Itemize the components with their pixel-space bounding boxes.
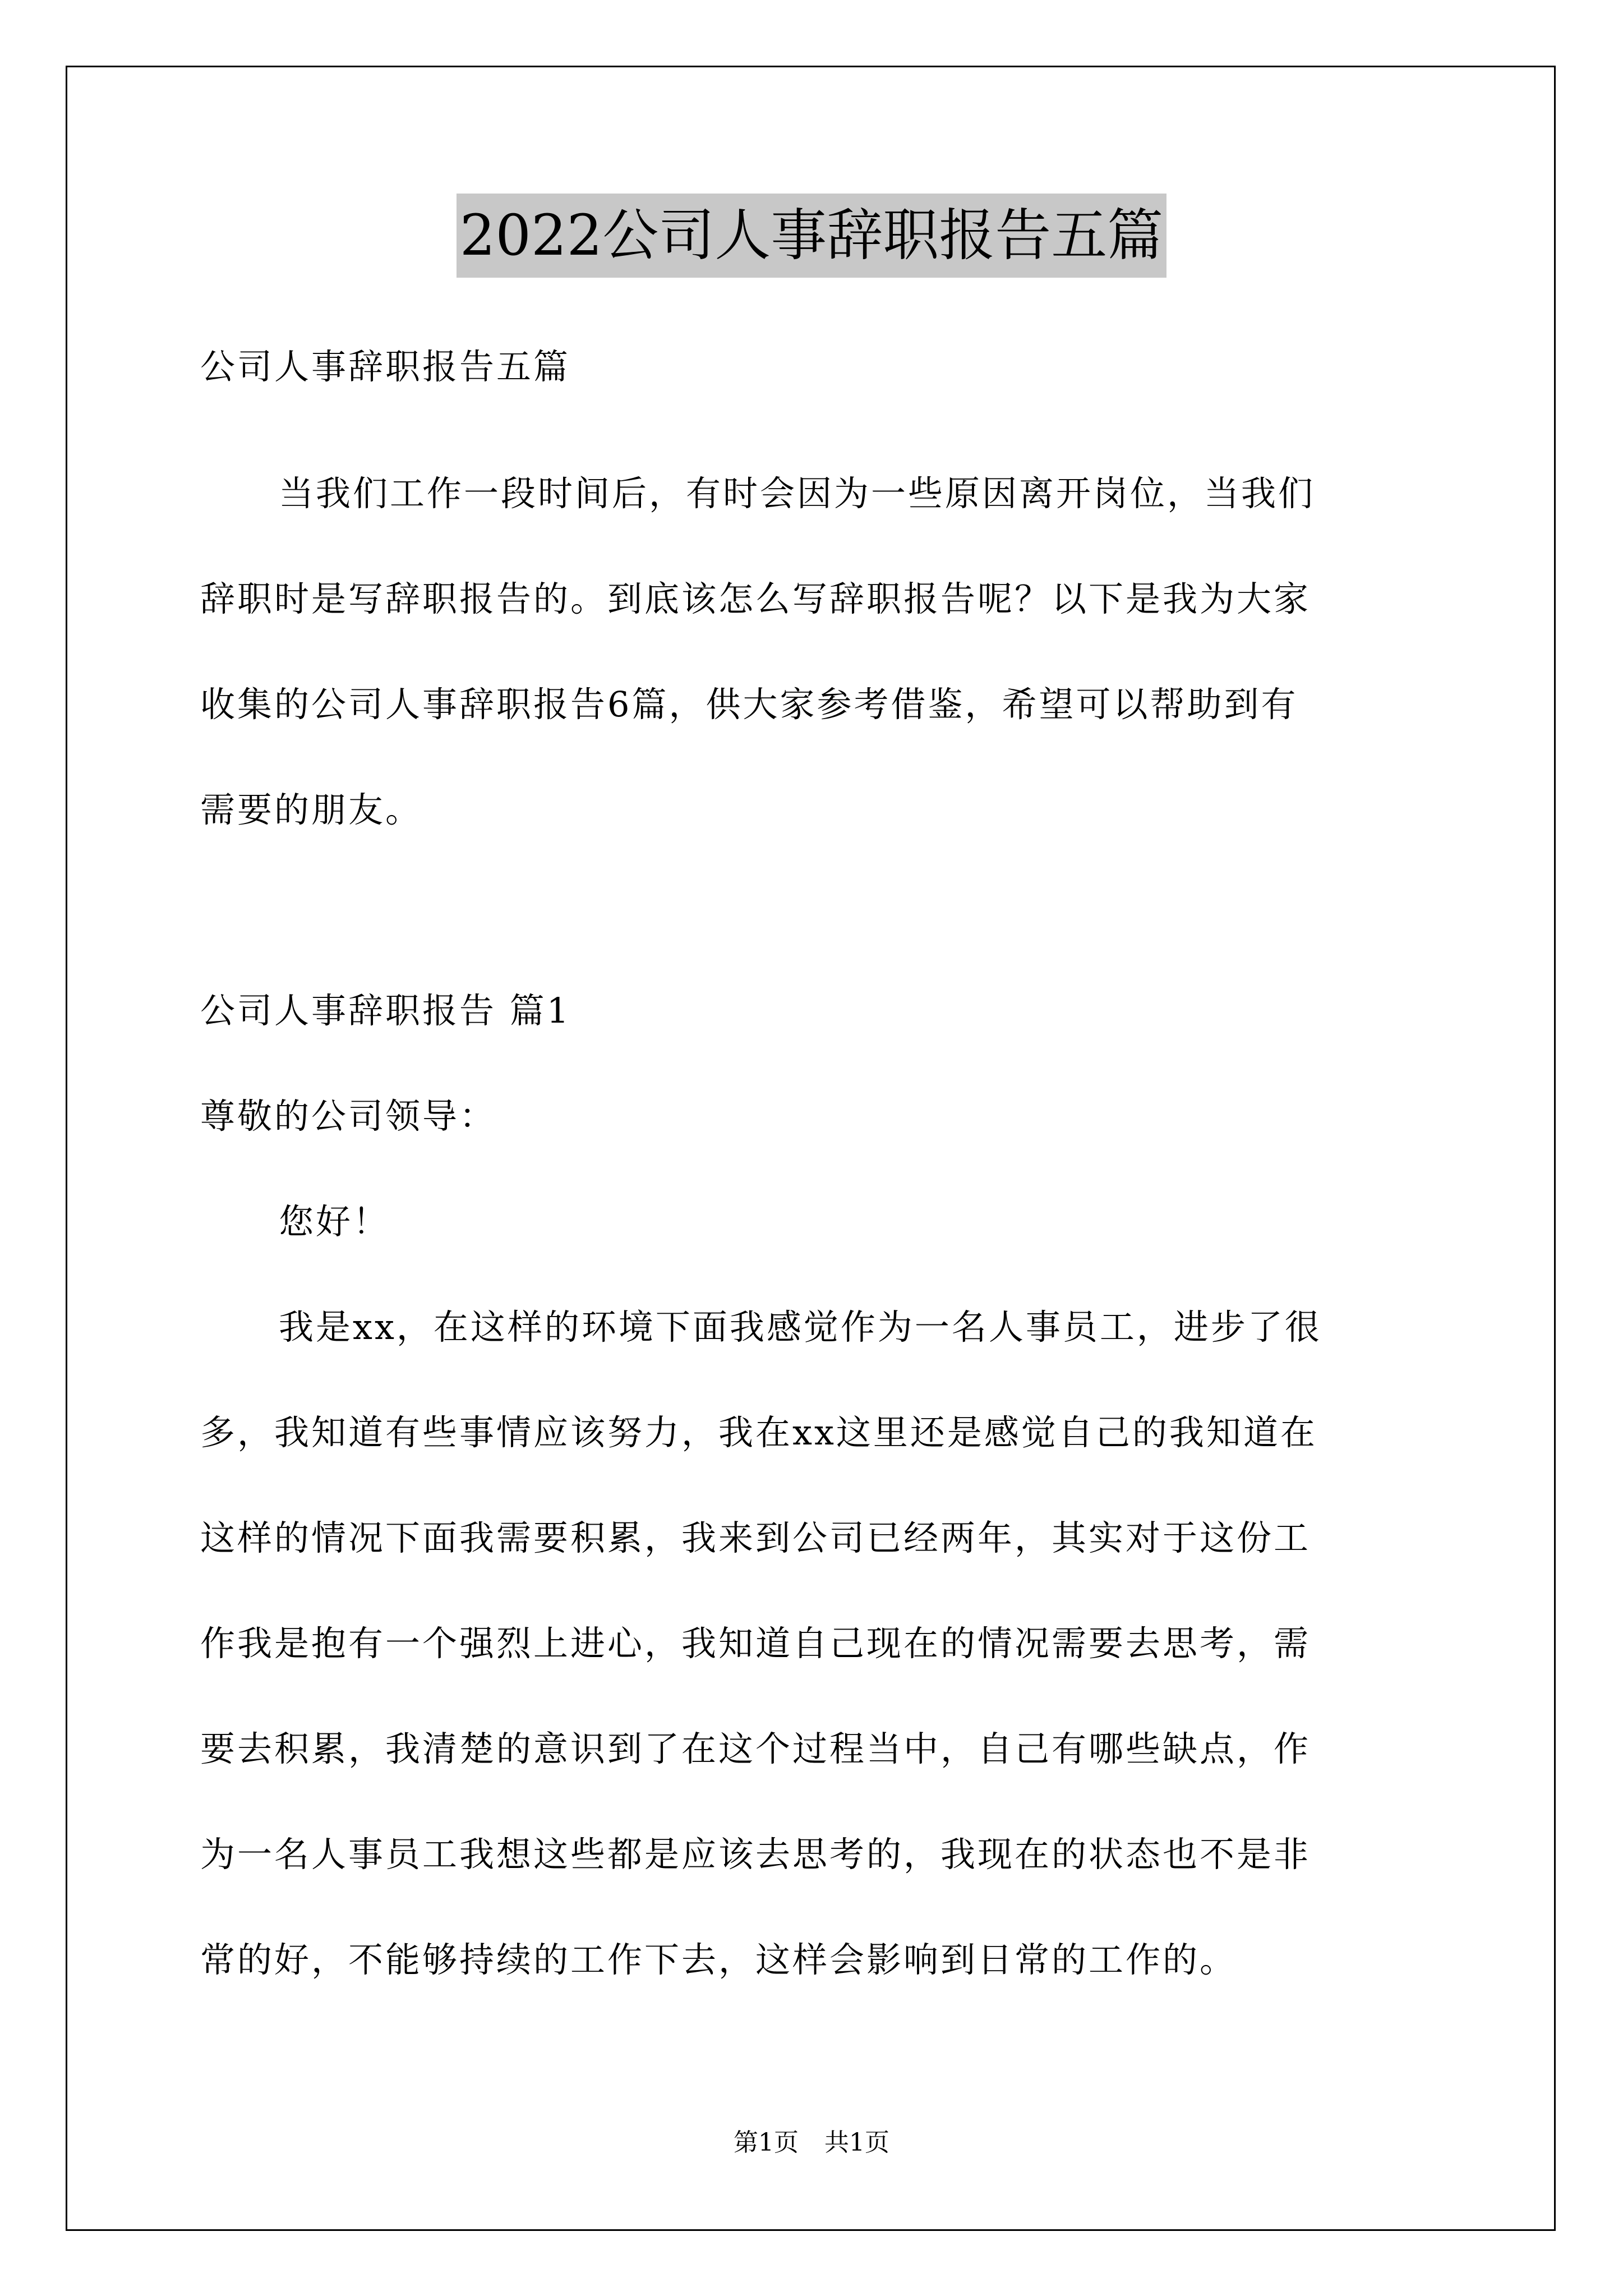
body-line-7: 常的好，不能够持续的工作下去，这样会影响到日常的工作的。 [200, 1939, 1237, 1980]
intro-line-3: 收集的公司人事辞职报告6篇，供大家参考借鉴，希望可以帮助到有 [200, 684, 1298, 725]
document-title [0, 194, 1623, 278]
page-total: 共1页 [824, 2128, 889, 2157]
document-content [200, 314, 1434, 2013]
document-subtitle: 公司人事辞职报告五篇 [200, 346, 571, 387]
section-heading: 公司人事辞职报告 篇1 [200, 990, 571, 1031]
page-number: 第1页 [734, 2128, 799, 2157]
intro-line-2: 辞职时是写辞职报告的。到底该怎么写辞职报告呢？以下是我为大家 [200, 578, 1311, 619]
document-title-text: 2022公司人事辞职报告五篇 [457, 194, 1167, 278]
body-line-1: 我是xx，在这样的环境下面我感觉作为一名人事员工，进步了很 [279, 1306, 1322, 1347]
greeting: 您好！ [279, 1201, 390, 1242]
intro-line-1: 当我们工作一段时间后，有时会因为一些原因离开岗位，当我们 [279, 473, 1316, 514]
body-line-2: 多，我知道有些事情应该努力，我在xx这里还是感觉自己的我知道在 [200, 1412, 1317, 1453]
body-line-3: 这样的情况下面我需要积累，我来到公司已经两年，其实对于这份工 [200, 1517, 1311, 1558]
salutation: 尊敬的公司领导： [200, 1096, 497, 1137]
page-footer [0, 2126, 1623, 2160]
body-line-4: 作我是抱有一个强烈上进心，我知道自己现在的情况需要去思考，需 [200, 1623, 1311, 1664]
body-line-6: 为一名人事员工我想这些都是应该去思考的，我现在的状态也不是非 [200, 1834, 1311, 1875]
body-line-5: 要去积累，我清楚的意识到了在这个过程当中，自己有哪些缺点，作 [200, 1728, 1311, 1769]
intro-line-4: 需要的朋友。 [200, 789, 423, 830]
